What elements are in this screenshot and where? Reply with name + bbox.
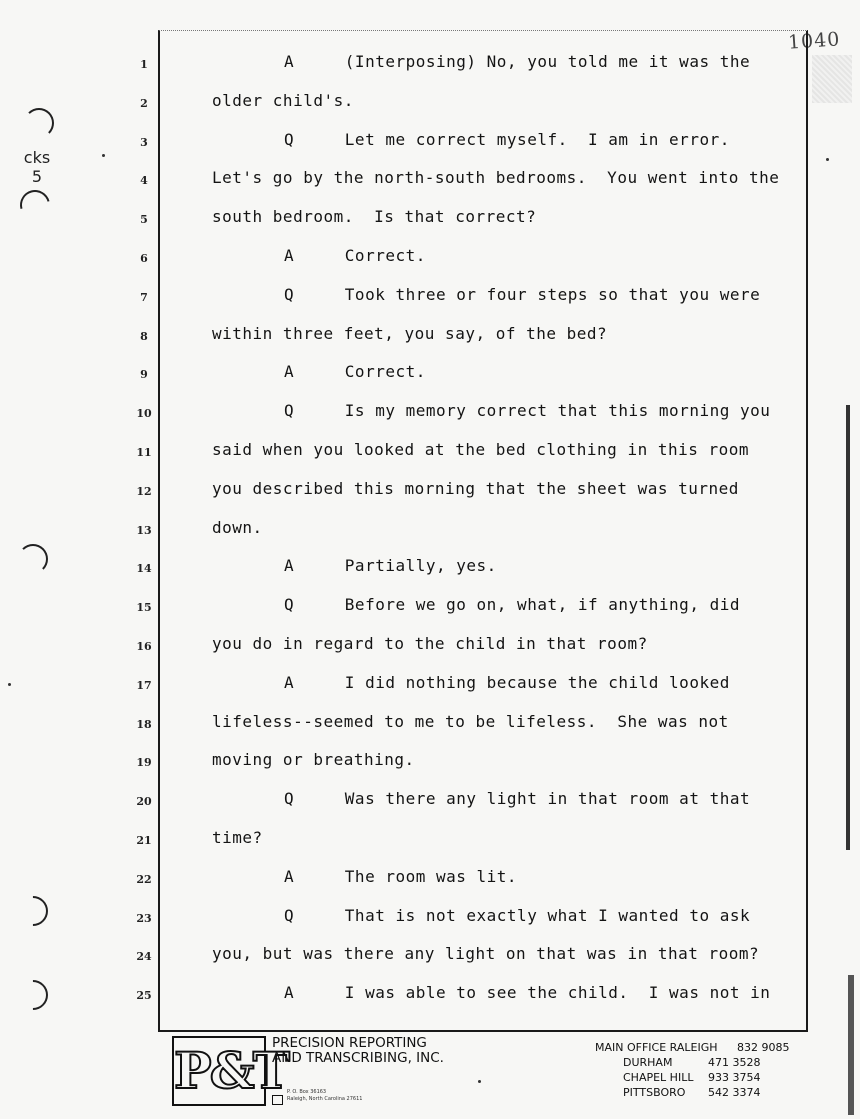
line-number: 3: [140, 135, 148, 149]
line-number: 2: [140, 96, 148, 110]
line-number: 9: [140, 368, 148, 382]
margin-paren-mark: [15, 185, 56, 226]
margin-annotation-line: cks: [23, 148, 51, 167]
address-line: Raleigh, North Carolina 27611: [287, 1096, 363, 1102]
line-number: 22: [136, 872, 152, 886]
transcript-line: older child's.: [212, 90, 354, 110]
transcript-line: south bedroom. Is that correct?: [212, 207, 537, 227]
scan-edge-bar: [846, 405, 850, 850]
office-city: DURHAM: [623, 1056, 673, 1069]
transcript-line: Let's go by the north-south bedrooms. You went into the: [212, 168, 780, 188]
margin-paren-mark: [12, 974, 54, 1016]
office-phone: 542 3374: [708, 1086, 761, 1099]
transcript-line: Q Is my memory correct that this morning you: [284, 401, 771, 421]
company-name-line: AND TRANSCRIBING, INC.: [272, 1050, 444, 1066]
transcript-line: Q That is not exactly what I wanted to ask: [284, 905, 751, 925]
line-number: 16: [136, 640, 152, 653]
company-address: [287, 1089, 362, 1103]
office-phone: 933 3754: [708, 1071, 761, 1084]
transcript-line: A I was able to see the child. I was not in: [284, 983, 771, 1003]
line-number: 24: [136, 950, 152, 964]
office-phone: 471 3528: [708, 1056, 761, 1069]
scan-edge-bar: [848, 975, 854, 1115]
office-city: MAIN OFFICE RALEIGH: [595, 1041, 718, 1054]
line-number: 7: [140, 290, 148, 304]
transcript-line: lifeless--seemed to me to be lifeless. She was not: [212, 711, 729, 731]
office-row: [595, 1040, 790, 1055]
transcript-line: time?: [212, 828, 263, 847]
office-phone: 832 9085: [737, 1041, 790, 1054]
line-number: 14: [136, 562, 152, 576]
line-number: 19: [136, 756, 152, 770]
line-number: 11: [136, 446, 152, 459]
transcript-line: A Partially, yes.: [284, 556, 497, 576]
stray-dot: [8, 683, 11, 686]
stray-dot: [102, 154, 105, 157]
address-line: P. O. Box 36163: [287, 1089, 327, 1095]
footer-box-mark: [272, 1095, 283, 1105]
line-number: 5: [140, 213, 148, 227]
transcript-line: within three feet, you say, of the bed?: [212, 323, 608, 343]
line-number: 15: [136, 601, 152, 615]
margin-annotation-line: 5: [31, 167, 43, 186]
transcript-line: moving or breathing.: [212, 750, 415, 770]
transcript-line: Q Before we go on, what, if anything, did: [284, 595, 740, 615]
transcript-line: Q Let me correct myself. I am in error.: [284, 129, 730, 149]
margin-paren-mark: [18, 544, 48, 574]
company-name-line: PRECISION REPORTING: [272, 1035, 427, 1051]
transcript-line: A Correct.: [284, 246, 426, 265]
line-number: 17: [136, 678, 152, 692]
transcript-line: A The room was lit.: [284, 866, 518, 886]
line-number: 20: [136, 795, 152, 809]
office-row: [595, 1085, 790, 1100]
scan-smudge: [812, 55, 852, 103]
line-number: 18: [136, 717, 152, 731]
company-name: [272, 1036, 444, 1066]
line-number: 21: [136, 834, 152, 847]
office-phone-list: [595, 1040, 790, 1100]
office-row: [595, 1055, 790, 1070]
page-number-stamp: 1040: [786, 28, 841, 54]
office-city: CHAPEL HILL: [623, 1071, 694, 1084]
transcript-line: down.: [212, 517, 263, 537]
transcript-line: A I did nothing because the child looked: [284, 672, 730, 692]
transcript-line: you described this morning that the sheet was turned: [212, 478, 739, 498]
stray-dot: [478, 1080, 481, 1083]
stray-dot: [826, 158, 829, 161]
line-number: 1: [140, 58, 148, 71]
line-number: 10: [136, 407, 152, 421]
office-row: [595, 1070, 790, 1085]
company-logo: P&T: [172, 1036, 266, 1106]
line-number: 4: [140, 174, 148, 188]
margin-annotation: [22, 148, 52, 186]
margin-paren-mark: [24, 108, 54, 138]
transcript-line: Q Was there any light in that room at that: [284, 789, 751, 809]
office-city: PITTSBORO: [623, 1086, 686, 1099]
transcript-line: Q Took three or four steps so that you were: [284, 284, 761, 304]
transcript-line: you do in regard to the child in that room?: [212, 634, 648, 653]
line-number: 8: [140, 329, 148, 343]
transcript-line: said when you looked at the bed clothing in this room: [212, 440, 750, 459]
transcript-line: you, but was there any light on that was in that room?: [212, 944, 760, 964]
transcript-line: A Correct.: [284, 362, 426, 382]
line-number: 25: [136, 989, 152, 1003]
margin-paren-mark: [12, 890, 54, 932]
line-number: 12: [136, 484, 152, 498]
line-number: 13: [136, 523, 152, 537]
line-number: 23: [136, 911, 152, 925]
transcript-line: A (Interposing) No, you told me it was the: [284, 52, 751, 71]
line-number: 6: [140, 252, 148, 265]
